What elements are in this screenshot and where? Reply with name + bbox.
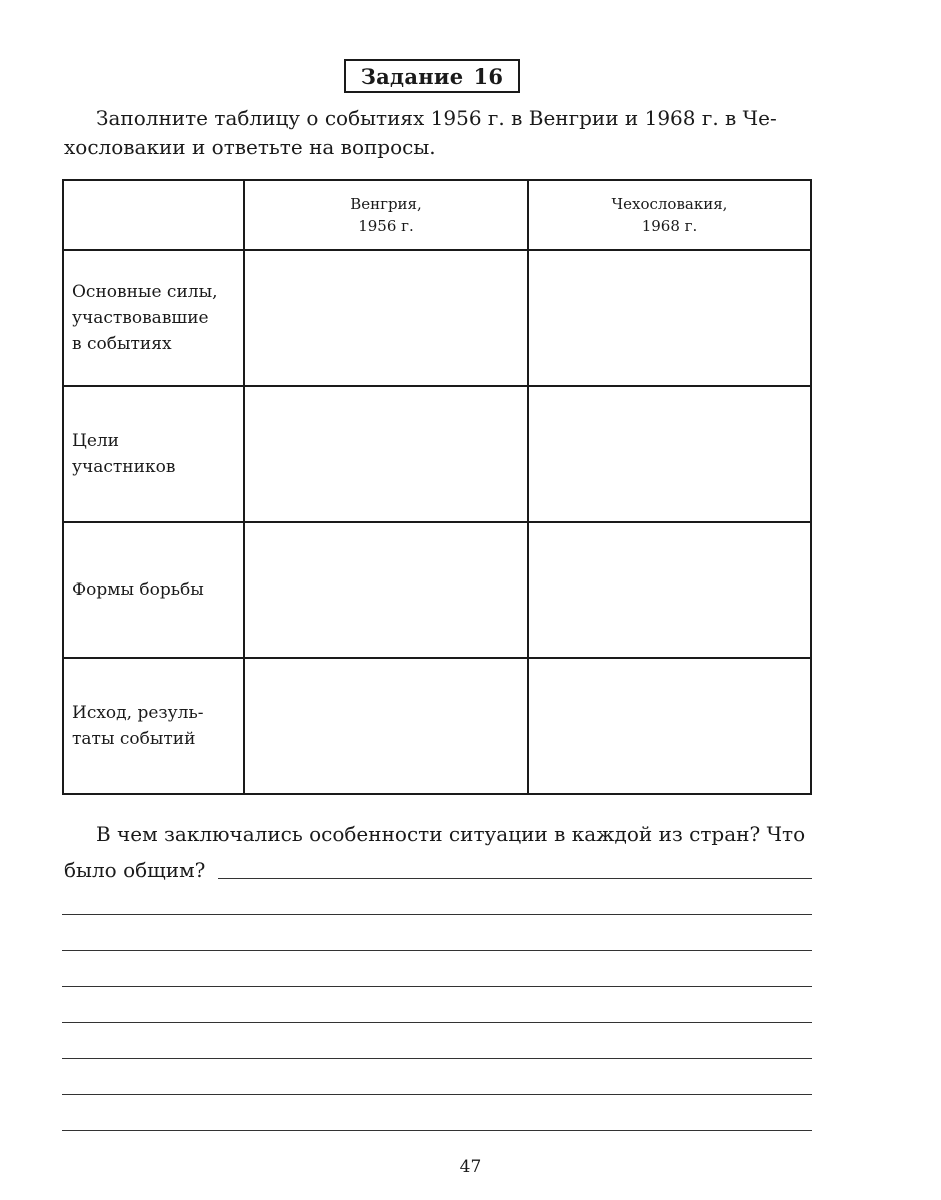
header-czechoslovakia <box>528 180 811 250</box>
cell-forces-hungary[interactable] <box>244 250 528 386</box>
answer-line-6[interactable] <box>62 1057 812 1059</box>
row-label-forces-line-3: в событиях <box>72 334 172 354</box>
row-label-forces-line-1: Основные силы, <box>72 282 218 302</box>
answer-line-2[interactable] <box>62 913 812 915</box>
header-hungary-year: 1956 г. <box>358 217 414 235</box>
cell-goals-czechoslovakia[interactable] <box>528 386 811 522</box>
row-label-forces-line-2: участвовавшие <box>72 308 209 328</box>
cell-outcome-czechoslovakia[interactable] <box>528 658 811 794</box>
row-label-forces <box>63 250 244 386</box>
header-hungary <box>244 180 528 250</box>
cell-forms-hungary[interactable] <box>244 522 528 658</box>
page-number: 47 <box>459 1157 482 1177</box>
row-label-forms <box>63 522 244 658</box>
header-czechoslovakia-year: 1968 г. <box>641 217 698 235</box>
cell-outcome-hungary[interactable] <box>244 658 528 794</box>
answer-line-8[interactable] <box>62 1129 812 1131</box>
row-label-goals-line-1: Цели <box>72 431 120 451</box>
cell-forms-czechoslovakia[interactable] <box>528 522 811 658</box>
task-title-number: 16 <box>473 63 504 89</box>
answer-line-7[interactable] <box>62 1093 812 1095</box>
answer-line-1[interactable] <box>218 877 812 879</box>
table-row-forms <box>63 522 811 658</box>
table-header-row <box>63 180 811 250</box>
header-hungary-country: Венгрия, <box>350 195 422 213</box>
instructions-line-2: хословакии и ответьте на вопросы. <box>64 135 436 159</box>
row-label-forms-line-1: Формы борьбы <box>72 580 204 600</box>
cell-forces-czechoslovakia[interactable] <box>528 250 811 386</box>
task-title-word: Задание <box>360 63 464 89</box>
answer-line-4[interactable] <box>62 985 812 987</box>
header-empty-cell <box>63 180 244 250</box>
row-label-outcome-line-1: Исход, резуль- <box>72 703 204 723</box>
row-label-outcome <box>63 658 244 794</box>
comparison-table <box>62 179 812 795</box>
header-czechoslovakia-country: Чехословакия, <box>611 195 728 213</box>
table-row-outcome <box>63 658 811 794</box>
task-title-box <box>344 59 520 93</box>
answer-line-5[interactable] <box>62 1021 812 1023</box>
task-instructions <box>64 104 812 162</box>
table-row-forces <box>63 250 811 386</box>
cell-goals-hungary[interactable] <box>244 386 528 522</box>
row-label-goals-line-2: участников <box>72 457 176 477</box>
answer-line-3[interactable] <box>62 949 812 951</box>
question-line-1: В чем заключались особенности ситуации в каждой из стран? Что <box>96 822 806 846</box>
row-label-outcome-line-2: таты событий <box>72 729 196 749</box>
instructions-line-1: Заполните таблицу о событиях 1956 г. в Венгрии и 1968 г. в Че- <box>96 106 777 130</box>
table-row-goals <box>63 386 811 522</box>
row-label-goals <box>63 386 244 522</box>
question-line-2: было общим? <box>64 858 206 882</box>
